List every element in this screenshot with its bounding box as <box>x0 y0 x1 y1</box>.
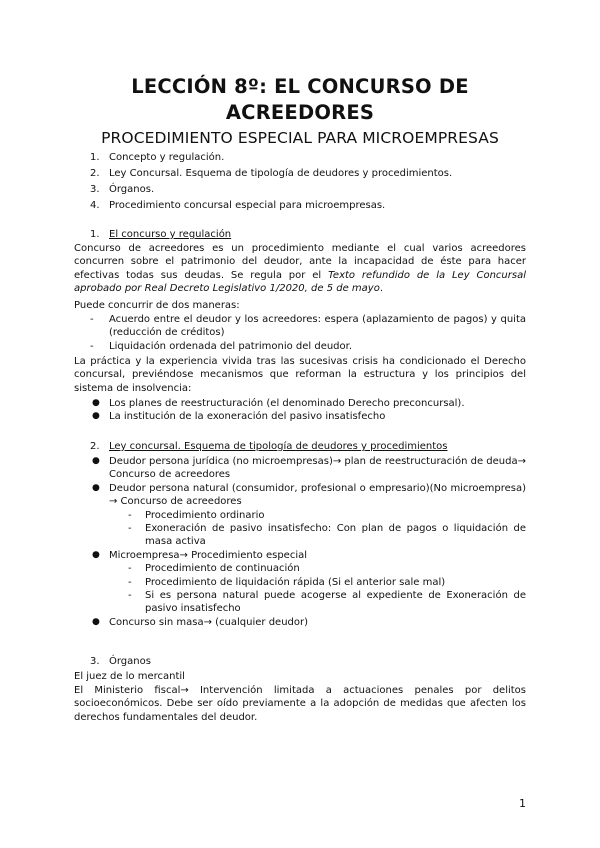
list-item: ● La institución de la exoneración del pasivo insatisfecho <box>92 411 386 423</box>
section-3-heading: 3. Órganos <box>90 656 151 667</box>
sub-list <box>90 509 526 549</box>
section-3-ministry: El Ministerio fiscal→ Intervención limitada a actuaciones penales por delitos socioeconómicos. Debe ser oído previamente a la adopción de medidas que afecten los derechos fundamentales del deudor. <box>74 685 526 723</box>
page-subtitle: PROCEDIMIENTO ESPECIAL PARA MICROEMPRESAS <box>101 129 499 147</box>
title-line-1: LECCIÓN 8º: EL CONCURSO DE <box>131 75 469 98</box>
mechanisms-list <box>90 397 526 424</box>
ways-label: Puede concurrir de dos maneras: <box>74 300 240 311</box>
section-3-judge: El juez de lo mercantil <box>74 671 185 682</box>
toc-item: 2. Ley Concursal. Esquema de tipología de deudores y procedimientos. <box>90 168 453 179</box>
toc-item: 4. Procedimiento concursal especial para microempresas. <box>90 200 386 211</box>
sub-list-item: - Exoneración de pasivo insatisfecho: Con plan de pagos o liquidación de masa activa <box>128 523 526 548</box>
toc-item: 3. Órganos. <box>90 184 155 195</box>
list-item: - Liquidación ordenada del patrimonio del deudor. <box>90 340 353 352</box>
section-1-heading: 1. El concurso y regulación <box>90 229 232 240</box>
page-number: 1 <box>519 797 526 810</box>
table-of-contents <box>90 151 452 215</box>
title-line-2: ACREEDORES <box>225 101 375 124</box>
sub-list <box>90 562 526 616</box>
list-item: ● Concurso sin masa→ (cualquier deudor) <box>92 616 309 628</box>
section-1-experience: La práctica y la experiencia vivida tras las sucesivas crisis ha condicionado el Derecho concursal, previéndose mecanismos que reforman la estructura y los principios del sistema de insolvencia: <box>74 356 526 394</box>
list-item: ● Los planes de reestructuración (el denominado Derecho preconcursal). <box>92 398 465 409</box>
sub-list-item: - Si es persona natural puede acogerse al expediente de Exoneración de pasivo insatisfecho <box>128 590 526 615</box>
page-title <box>74 74 526 126</box>
list-item: ● Deudor persona jurídica (no microempresas)→ plan de reestructuración de deuda→ Concurso de acreedores <box>92 456 526 481</box>
sub-list-item: - Procedimiento de liquidación rápida (Si el anterior sale mal) <box>128 576 446 588</box>
sub-list-item: - Procedimiento ordinario <box>128 509 265 521</box>
toc-item: 1. Concepto y regulación. <box>90 152 225 163</box>
list-item: ● Microempresa→ Procedimiento especial <box>92 549 308 561</box>
law-reference: Texto refundido de la Ley Concursal aprobado por Real Decreto Legislativo 1/2020, de 5 de mayo <box>74 269 526 295</box>
section-1-intro: Concurso de acreedores es un procedimiento mediante el cual varios acreedores concurren sobre el patrimonio del deudor, ante la incapacidad de éste para hacer efectivas todas sus deudas. Se regula por el Texto refundido de la Ley Concursal aprobado por Real Decreto Legislativo 1/2020, de 5 de mayo. <box>74 243 526 295</box>
section-2-heading: 2. Ley concursal. Esquema de tipología de deudores y procedimientos <box>90 441 448 452</box>
debtor-types-list <box>90 455 526 629</box>
list-item: ● Deudor persona natural (consumidor, profesional o empresario)(No microempresa) → Concurso de acreedores <box>92 482 526 508</box>
ways-list <box>90 313 526 353</box>
sub-list-item: - Procedimiento de continuación <box>128 563 300 575</box>
list-item: - Acuerdo entre el deudor y los acreedores: espera (aplazamiento de pagos) y quita (reducción de créditos) <box>90 314 526 339</box>
